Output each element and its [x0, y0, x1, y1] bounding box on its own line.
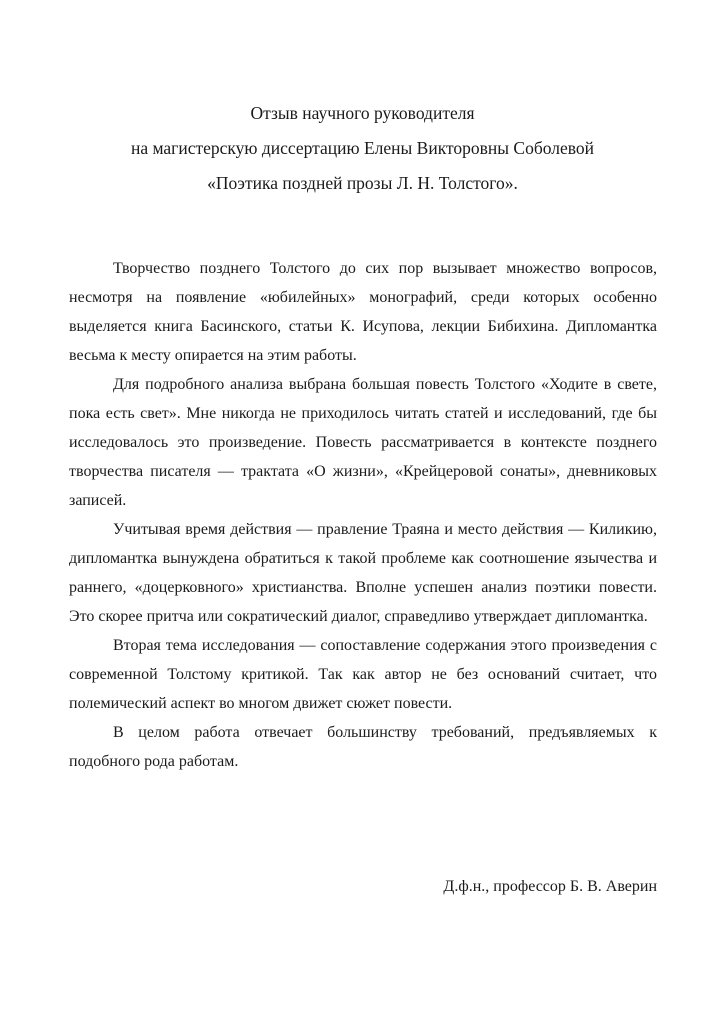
- title-line-1: Отзыв научного руководителя: [250, 103, 475, 123]
- paragraph-3: Учитывая время действия — правление Траяна и место действия — Киликию, дипломантка вынуждена обратиться к такой проблеме как соотношение язычества и раннего, «доцерковного» христианства. Вполне успешен анализ поэтики повести. Это скорее притча или сократический диалог, справедливо утверждает дипломантка.: [69, 521, 657, 625]
- review-body: [69, 254, 657, 776]
- paragraph-4: Вторая тема исследования — сопоставление содержания этого произведения с современной Толстому критикой. Так как автор не без оснований считает, что полемический аспект во многом движет сюжет повести.: [69, 637, 657, 712]
- title-line-3: «Поэтика поздней прозы Л. Н. Толстого».: [207, 173, 518, 193]
- paragraph-2: Для подробного анализа выбрана большая повесть Толстого «Ходите в свете, пока есть свет». Мне никогда не приходилось читать статей и исследований, где бы исследовалось это произведение. Повесть рассматривается в контексте позднего творчества писателя — трактата «О жизни», «Крейцеровой сонаты», дневниковых записей.: [69, 376, 657, 509]
- title-line-2: на магистерскую диссертацию Елены Викторовны Соболевой: [130, 138, 595, 158]
- signature: Д.ф.н., профессор Б. В. Аверин: [443, 878, 657, 895]
- paragraph-5: В целом работа отвечает большинству требований, предъявляемых к подобного рода работам.: [69, 724, 657, 770]
- paragraph-1: Творчество позднего Толстого до сих пор вызывает множество вопросов, несмотря на появление «юбилейных» монографий, среди которых особенно выделяется книга Басинского, статьи К. Исупова, лекции Бибихина. Дипломантка весьма к месту опирается на этим работы.: [69, 260, 657, 364]
- document-title: [0, 96, 725, 201]
